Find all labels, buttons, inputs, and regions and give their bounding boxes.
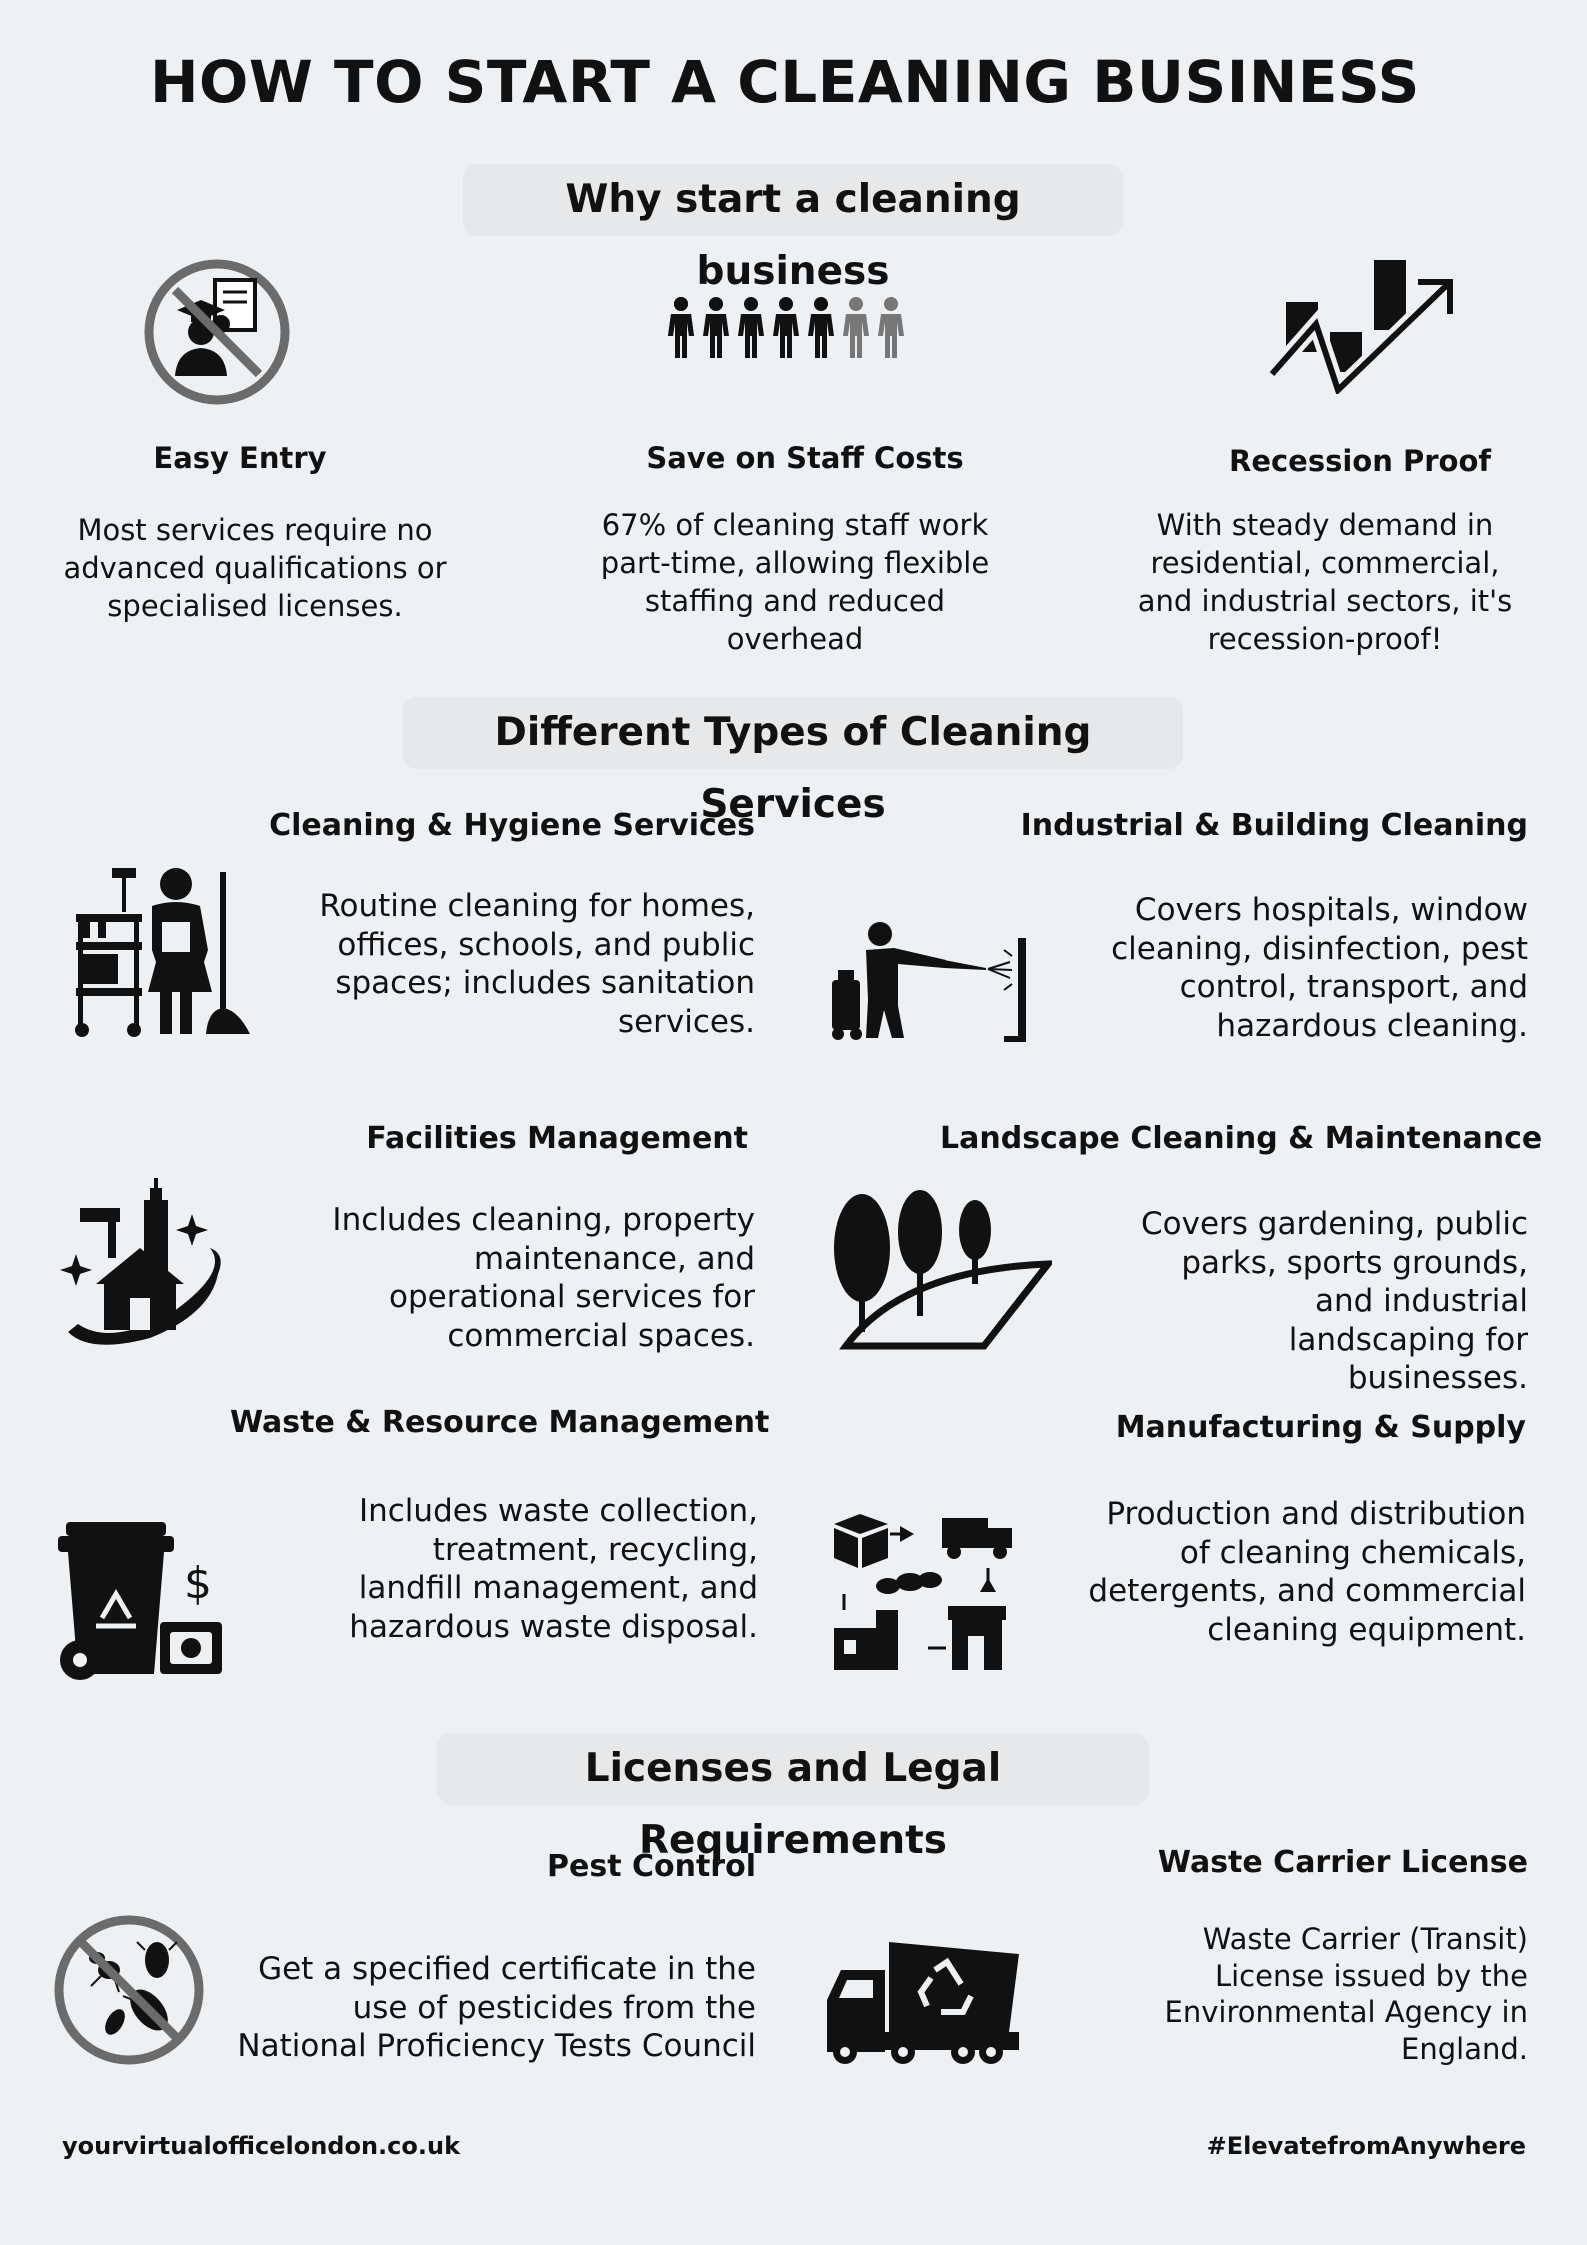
- service-title: Manufacturing & Supply: [1115, 1410, 1526, 1445]
- why-item-title: Easy Entry: [153, 441, 327, 475]
- service-text: Covers gardening, public parks, sports grounds, and industrial landscaping for businesses.: [1141, 1206, 1528, 1396]
- license-text: Get a specified certificate in the use of pesticides from the National Proficiency Tests Council: [237, 1951, 756, 2064]
- why-item-title: Save on Staff Costs: [646, 441, 964, 475]
- service-text: Routine cleaning for homes, offices, schools, and public spaces; includes sanitation services.: [319, 888, 755, 1040]
- service-title: Landscape Cleaning & Maintenance: [940, 1121, 1543, 1156]
- growth-chart-icon: [1268, 258, 1453, 394]
- service-title: Facilities Management: [366, 1121, 748, 1156]
- why-item-text: Most services require no advanced qualifications or specialised licenses.: [63, 513, 447, 623]
- why-item-text: 67% of cleaning staff work part-time, allowing flexible staffing and reduced overhead: [600, 508, 990, 656]
- why-item-title: Recession Proof: [1228, 444, 1491, 478]
- staff-people-icon: [666, 296, 916, 360]
- section-heading-types: Different Types of Cleaning Services: [403, 697, 1183, 769]
- trees-landscape-icon: [832, 1188, 1052, 1350]
- facility-house-icon: [60, 1174, 224, 1354]
- service-text: Includes waste collection, treatment, recycling, landfill management, and hazardous waste disposal.: [349, 1493, 758, 1645]
- license-text: Waste Carrier (Transit) License issued by the Environmental Agency in England.: [1164, 1922, 1528, 2066]
- service-title: Industrial & Building Cleaning: [1020, 808, 1528, 843]
- service-text: Production and distribution of cleaning chemicals, detergents, and commercial cleaning equipment.: [1088, 1496, 1526, 1648]
- service-text: Covers hospitals, window cleaning, disinfection, pest control, transport, and hazardous cleaning.: [1111, 892, 1528, 1044]
- section-heading-why: Why start a cleaning business: [463, 164, 1123, 236]
- no-pests-icon: [53, 1914, 205, 2066]
- recycle-bin-money-icon: [56, 1522, 226, 1682]
- service-title: Waste & Resource Management: [230, 1405, 770, 1440]
- page-title: HOW TO START A CLEANING BUSINESS: [150, 48, 1420, 116]
- supply-chain-icon: [830, 1510, 1016, 1674]
- footer-website[interactable]: yourvirtualofficelondon.co.uk: [62, 2132, 461, 2160]
- svg-text:$: $: [184, 1558, 212, 1609]
- service-text: Includes cleaning, property maintenance, and operational services for commercial spaces.: [332, 1202, 755, 1354]
- footer-hashtag: #ElevatefromAnywhere: [1206, 2132, 1526, 2160]
- service-title: Cleaning & Hygiene Services: [269, 808, 755, 843]
- why-item-text: With steady demand in residential, commercial, and industrial sectors, it's recession-proof!: [1137, 508, 1513, 656]
- cleaner-cart-icon: [68, 862, 252, 1040]
- no-qualification-icon: [143, 258, 291, 406]
- license-title: Pest Control: [547, 1849, 756, 1884]
- recycling-truck-icon: [823, 1940, 1023, 2066]
- license-title: Waste Carrier License: [1157, 1845, 1528, 1880]
- pressure-washer-icon: [828, 920, 1038, 1046]
- section-heading-licenses: Licenses and Legal Requirements: [437, 1733, 1149, 1805]
